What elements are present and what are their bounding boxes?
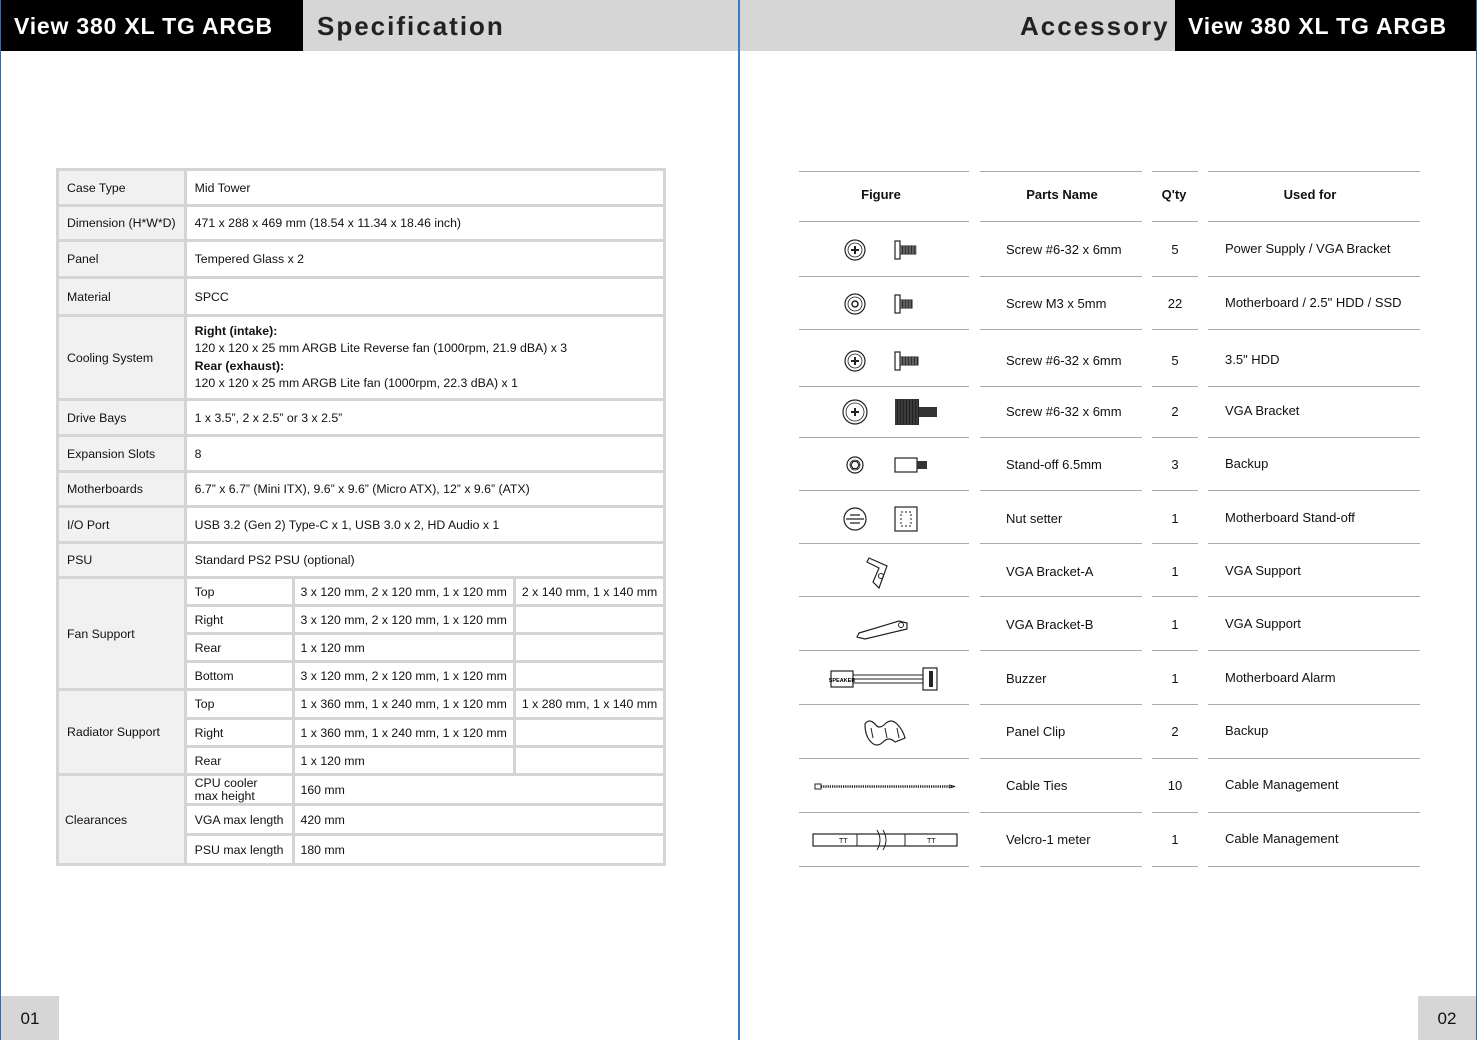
cooling-line: Rear (exhaust): bbox=[194, 358, 285, 373]
table-row bbox=[59, 279, 663, 314]
part-qty: 1 bbox=[1171, 511, 1179, 526]
part-name: Velcro-1 meter bbox=[1006, 832, 1091, 847]
row-divider bbox=[1208, 276, 1420, 277]
row-divider bbox=[1208, 596, 1420, 597]
accessory-page bbox=[740, 0, 1477, 1040]
screw-icon bbox=[799, 337, 969, 385]
part-name: Cable Ties bbox=[1006, 778, 1068, 793]
screw-icon bbox=[799, 280, 969, 328]
row-divider bbox=[1152, 543, 1198, 544]
column-header-figure: Figure bbox=[861, 187, 901, 202]
row-divider bbox=[980, 758, 1142, 759]
fan-position: Bottom bbox=[187, 663, 292, 688]
row-divider bbox=[799, 386, 969, 387]
radiator-position: Rear bbox=[187, 748, 292, 773]
clearance-label-line: max height bbox=[194, 788, 255, 803]
part-name: Panel Clip bbox=[1006, 724, 1066, 739]
row-divider bbox=[1208, 812, 1420, 813]
spec-page bbox=[0, 0, 738, 1040]
part-usage: Cable Management bbox=[1225, 831, 1339, 846]
spec-value: Standard PS2 PSU (optional) bbox=[187, 544, 664, 576]
table-row bbox=[59, 171, 663, 204]
screw-icon bbox=[799, 226, 969, 274]
row-divider bbox=[799, 221, 969, 222]
row-divider bbox=[980, 437, 1142, 438]
part-name: Screw M3 x 5mm bbox=[1006, 296, 1107, 311]
row-divider bbox=[1152, 812, 1198, 813]
row-divider bbox=[799, 329, 969, 330]
spec-value: 471 x 288 x 469 mm (18.54 x 11.34 x 18.46 inch) bbox=[187, 207, 664, 239]
row-divider bbox=[1152, 490, 1198, 491]
spec-label: Cooling System bbox=[59, 317, 184, 398]
cooling-line: 120 x 120 x 25 mm ARGB Lite fan (1000rpm, 22.3 dBA) x 1 bbox=[194, 376, 518, 390]
part-usage: Backup bbox=[1225, 723, 1269, 738]
part-qty: 2 bbox=[1171, 404, 1179, 419]
spec-value: Tempered Glass x 2 bbox=[187, 242, 664, 276]
row-divider bbox=[799, 171, 969, 172]
bracket-a-icon bbox=[799, 548, 969, 596]
part-name: VGA Bracket-B bbox=[1006, 617, 1094, 632]
row-divider bbox=[1208, 866, 1420, 867]
fan-value: 3 x 120 mm, 2 x 120 mm, 1 x 120 mm bbox=[295, 663, 513, 688]
fan-value: 3 x 120 mm, 2 x 120 mm, 1 x 120 mm bbox=[295, 579, 513, 604]
column-header-used: Used for bbox=[1283, 187, 1337, 202]
part-qty: 1 bbox=[1171, 564, 1179, 579]
row-divider bbox=[980, 812, 1142, 813]
radiator-value bbox=[516, 720, 663, 745]
fan-position: Top bbox=[187, 579, 292, 604]
cable-tie-icon bbox=[799, 762, 969, 810]
table-row bbox=[59, 242, 663, 276]
row-divider bbox=[1208, 386, 1420, 387]
row-divider bbox=[980, 276, 1142, 277]
fan-position: Rear bbox=[187, 635, 292, 660]
row-divider bbox=[799, 276, 969, 277]
row-divider bbox=[1208, 490, 1420, 491]
part-usage: VGA Support bbox=[1225, 616, 1301, 631]
clearance-label bbox=[187, 776, 292, 803]
table-row bbox=[59, 317, 663, 398]
row-divider bbox=[1208, 221, 1420, 222]
model-title: View 380 XL TG ARGB bbox=[1175, 0, 1476, 51]
spec-value bbox=[187, 317, 664, 398]
fan-value bbox=[516, 663, 663, 688]
row-divider bbox=[980, 171, 1142, 172]
fan-position: Right bbox=[187, 607, 292, 632]
part-qty: 1 bbox=[1171, 617, 1179, 632]
part-usage: Backup bbox=[1225, 456, 1269, 471]
clearance-label-line: CPU cooler bbox=[194, 775, 258, 790]
thumb-screw-icon bbox=[799, 388, 969, 436]
part-usage: Power Supply / VGA Bracket bbox=[1225, 241, 1391, 256]
part-usage: Motherboard / 2.5" HDD / SSD bbox=[1225, 295, 1402, 310]
row-divider bbox=[1152, 596, 1198, 597]
spec-label: Material bbox=[59, 279, 184, 314]
table-row bbox=[59, 579, 663, 604]
velcro-icon bbox=[799, 816, 969, 864]
fan-value: 2 x 140 mm, 1 x 140 mm bbox=[516, 579, 663, 604]
spec-label: Motherboards bbox=[59, 473, 184, 505]
spec-label: Fan Support bbox=[59, 579, 184, 688]
fan-value bbox=[516, 607, 663, 632]
part-usage: 3.5" HDD bbox=[1225, 352, 1280, 367]
radiator-position: Top bbox=[187, 691, 292, 717]
part-qty: 10 bbox=[1167, 778, 1183, 793]
table-row bbox=[59, 401, 663, 434]
row-divider bbox=[1152, 437, 1198, 438]
clearance-value: 160 mm bbox=[295, 776, 664, 803]
part-qty: 2 bbox=[1171, 724, 1179, 739]
spec-value: USB 3.2 (Gen 2) Type-C x 1, USB 3.0 x 2, HD Audio x 1 bbox=[187, 508, 664, 541]
part-name: Nut setter bbox=[1006, 511, 1063, 526]
cooling-line: Right (intake): bbox=[194, 323, 278, 338]
buzzer-label: SPEAKER bbox=[828, 678, 856, 684]
spec-value: 1 x 3.5”, 2 x 2.5” or 3 x 2.5” bbox=[187, 401, 664, 434]
spec-value: SPCC bbox=[187, 279, 664, 314]
section-title: Specification bbox=[317, 11, 505, 41]
row-divider bbox=[980, 329, 1142, 330]
spec-value: 6.7” x 6.7” (Mini ITX), 9.6” x 9.6” (Micro ATX), 12” x 9.6” (ATX) bbox=[187, 473, 664, 505]
page-number: 02 bbox=[1418, 996, 1476, 1040]
row-divider bbox=[799, 543, 969, 544]
row-divider bbox=[1152, 386, 1198, 387]
row-divider bbox=[1208, 704, 1420, 705]
spec-value: 8 bbox=[187, 437, 664, 470]
row-divider bbox=[980, 386, 1142, 387]
fan-value: 1 x 120 mm bbox=[295, 635, 513, 660]
part-usage: VGA Bracket bbox=[1225, 403, 1300, 418]
table-row bbox=[59, 508, 663, 541]
part-qty: 1 bbox=[1171, 671, 1179, 686]
part-name: Screw #6-32 x 6mm bbox=[1006, 242, 1122, 257]
column-header-qty: Q'ty bbox=[1161, 187, 1187, 202]
row-divider bbox=[1152, 221, 1198, 222]
table-row bbox=[59, 691, 663, 717]
radiator-value bbox=[516, 748, 663, 773]
row-divider bbox=[799, 812, 969, 813]
row-divider bbox=[799, 704, 969, 705]
section-title: Accessory bbox=[1020, 11, 1170, 41]
spec-label: Panel bbox=[59, 242, 184, 276]
spec-label: Dimension (H*W*D) bbox=[59, 207, 184, 239]
row-divider bbox=[1152, 758, 1198, 759]
row-divider bbox=[799, 437, 969, 438]
part-name: Screw #6-32 x 6mm bbox=[1006, 353, 1122, 368]
row-divider bbox=[799, 596, 969, 597]
velcro-mark: TT bbox=[839, 838, 848, 845]
part-name: Stand-off 6.5mm bbox=[1006, 457, 1102, 472]
spec-label: PSU bbox=[59, 544, 184, 576]
row-divider bbox=[980, 221, 1142, 222]
buzzer-icon bbox=[799, 655, 969, 703]
row-divider bbox=[1152, 329, 1198, 330]
part-name: Screw #6-32 x 6mm bbox=[1006, 404, 1122, 419]
row-divider bbox=[1152, 704, 1198, 705]
spec-label: Expansion Slots bbox=[59, 437, 184, 470]
spec-label: Drive Bays bbox=[59, 401, 184, 434]
row-divider bbox=[1208, 437, 1420, 438]
clearance-label: VGA max length bbox=[187, 806, 292, 833]
part-usage: Motherboard Alarm bbox=[1225, 670, 1336, 685]
clearance-value: 180 mm bbox=[295, 836, 664, 863]
cooling-line: 120 x 120 x 25 mm ARGB Lite Reverse fan (1000rpm, 21.9 dBA) x 3 bbox=[194, 341, 568, 355]
row-divider bbox=[799, 650, 969, 651]
clearance-label: PSU max length bbox=[187, 836, 292, 863]
spec-label: Clearances bbox=[59, 776, 184, 863]
part-qty: 5 bbox=[1171, 242, 1179, 257]
model-title: View 380 XL TG ARGB bbox=[1, 0, 303, 51]
radiator-position: Right bbox=[187, 720, 292, 745]
part-usage: Motherboard Stand-off bbox=[1225, 510, 1355, 525]
part-name: Buzzer bbox=[1006, 671, 1047, 686]
table-row bbox=[59, 207, 663, 239]
part-qty: 22 bbox=[1167, 296, 1183, 311]
spec-label: I/O Port bbox=[59, 508, 184, 541]
row-divider bbox=[980, 650, 1142, 651]
fan-value: 3 x 120 mm, 2 x 120 mm, 1 x 120 mm bbox=[295, 607, 513, 632]
row-divider bbox=[1208, 329, 1420, 330]
clearance-value: 420 mm bbox=[295, 806, 664, 833]
spec-label: Radiator Support bbox=[59, 691, 184, 773]
table-row bbox=[59, 473, 663, 505]
page-number: 01 bbox=[1, 996, 59, 1040]
row-divider bbox=[980, 704, 1142, 705]
nut-setter-icon bbox=[799, 495, 969, 543]
radiator-value: 1 x 360 mm, 1 x 240 mm, 1 x 120 mm bbox=[295, 720, 513, 745]
spec-label: Case Type bbox=[59, 171, 184, 204]
part-qty: 3 bbox=[1171, 457, 1179, 472]
row-divider bbox=[1208, 543, 1420, 544]
row-divider bbox=[799, 758, 969, 759]
part-usage: Cable Management bbox=[1225, 777, 1339, 792]
part-name: VGA Bracket-A bbox=[1006, 564, 1094, 579]
fan-value bbox=[516, 635, 663, 660]
spec-table bbox=[56, 168, 666, 866]
row-divider bbox=[980, 866, 1142, 867]
row-divider bbox=[1152, 650, 1198, 651]
table-row bbox=[59, 776, 663, 803]
row-divider bbox=[980, 596, 1142, 597]
standoff-icon bbox=[799, 441, 969, 489]
table-row bbox=[59, 544, 663, 576]
panel-clip-icon bbox=[799, 708, 969, 756]
bracket-b-icon bbox=[799, 601, 969, 649]
spec-value: Mid Tower bbox=[187, 171, 664, 204]
radiator-value: 1 x 280 mm, 1 x 140 mm bbox=[516, 691, 663, 717]
table-row bbox=[59, 437, 663, 470]
radiator-value: 1 x 360 mm, 1 x 240 mm, 1 x 120 mm bbox=[295, 691, 513, 717]
row-divider bbox=[799, 866, 969, 867]
row-divider bbox=[1152, 171, 1198, 172]
row-divider bbox=[1208, 171, 1420, 172]
radiator-value: 1 x 120 mm bbox=[295, 748, 513, 773]
row-divider bbox=[980, 543, 1142, 544]
row-divider bbox=[980, 490, 1142, 491]
part-qty: 1 bbox=[1171, 832, 1179, 847]
row-divider bbox=[1152, 866, 1198, 867]
part-qty: 5 bbox=[1171, 353, 1179, 368]
row-divider bbox=[1208, 650, 1420, 651]
part-usage: VGA Support bbox=[1225, 563, 1301, 578]
row-divider bbox=[1152, 276, 1198, 277]
row-divider bbox=[1208, 758, 1420, 759]
row-divider bbox=[799, 490, 969, 491]
column-header-name: Parts Name bbox=[1026, 187, 1098, 202]
velcro-mark: TT bbox=[927, 838, 936, 845]
